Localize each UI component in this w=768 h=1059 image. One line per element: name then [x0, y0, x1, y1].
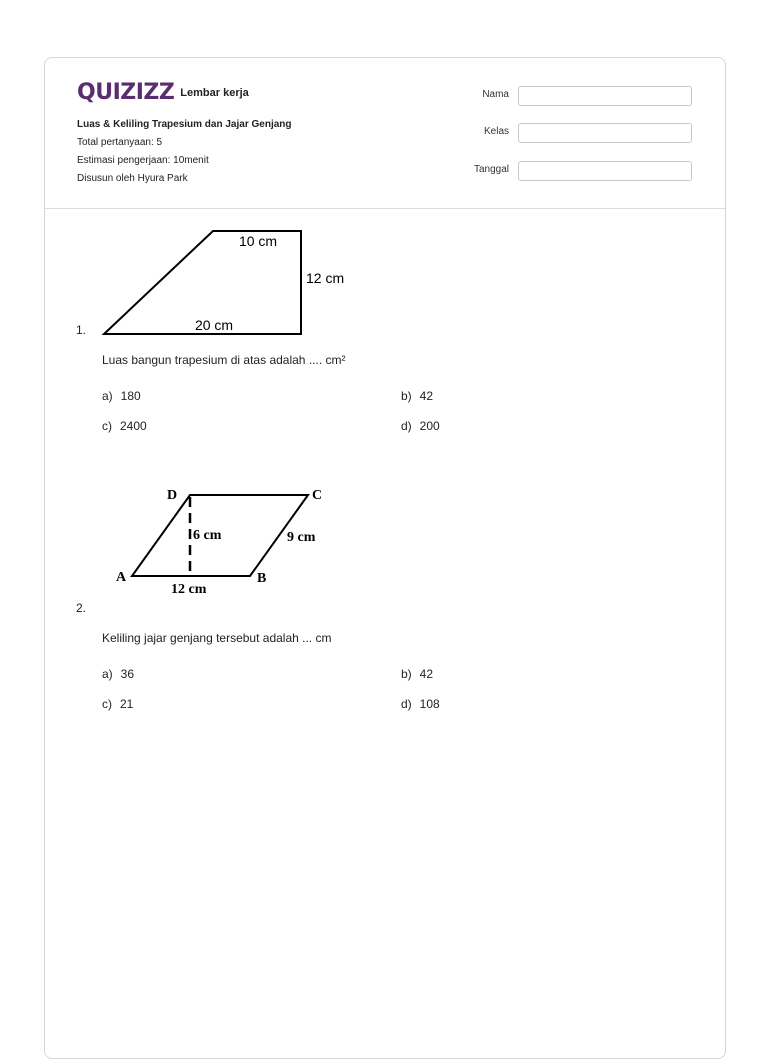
date-field[interactable] — [518, 161, 692, 181]
option-value: 36 — [120, 667, 135, 681]
option-value: 2400 — [120, 419, 147, 433]
trapezoid-figure — [100, 223, 360, 343]
label-side: 9 cm — [287, 530, 316, 545]
date-label: Tanggal — [473, 164, 509, 175]
vertex-d: D — [167, 488, 178, 503]
option-letter: d) — [401, 697, 412, 711]
worksheet — [44, 57, 726, 1059]
vertex-c: C — [312, 488, 323, 503]
quizizz-logo — [77, 80, 249, 105]
vertex-b: B — [257, 571, 267, 586]
name-field[interactable] — [518, 86, 692, 106]
label-height: 6 cm — [193, 528, 222, 543]
option-value: 42 — [419, 667, 434, 681]
vertex-a: A — [116, 570, 127, 585]
question-text: Luas bangun trapesium di atas adalah .... cm² — [102, 353, 346, 367]
author: Disusun oleh Hyura Park — [77, 173, 188, 184]
option-letter: a) — [102, 667, 113, 681]
option-letter: b) — [401, 389, 412, 403]
worksheet-meta — [77, 116, 292, 188]
option-letter: b) — [401, 667, 412, 681]
estimated-time: Estimasi pengerjaan: 10menit — [77, 155, 209, 166]
question-number: 1. — [76, 323, 87, 337]
worksheet-title: Luas & Keliling Trapesium dan Jajar Genjang — [77, 119, 292, 130]
label-height: 12 cm — [306, 270, 345, 286]
option-value: 42 — [419, 389, 434, 403]
name-label: Nama — [482, 89, 509, 100]
class-field[interactable] — [518, 123, 692, 143]
option-d[interactable] — [401, 419, 440, 433]
label-bottom: 20 cm — [194, 317, 234, 333]
option-value: 200 — [419, 419, 440, 433]
option-a[interactable] — [102, 667, 134, 681]
option-value: 180 — [120, 389, 141, 403]
worksheet-type: Lembar kerja — [180, 86, 249, 99]
option-value: 21 — [120, 697, 134, 711]
question-text: Keliling jajar genjang tersebut adalah ... cm — [102, 631, 332, 645]
option-c[interactable] — [102, 697, 133, 711]
option-b[interactable] — [401, 389, 433, 403]
option-letter: a) — [102, 389, 113, 403]
option-value: 108 — [419, 697, 440, 711]
brand-wordmark: QUIZIZZ — [77, 80, 175, 105]
option-d[interactable] — [401, 697, 440, 711]
option-b[interactable] — [401, 667, 433, 681]
option-a[interactable] — [102, 389, 141, 403]
class-label: Kelas — [483, 126, 509, 137]
option-letter: c) — [102, 419, 112, 433]
worksheet-header — [45, 58, 725, 209]
parallelogram-figure — [103, 472, 353, 612]
label-base: 12 cm — [171, 582, 207, 597]
total-questions: Total pertanyaan: 5 — [77, 137, 163, 148]
question-number: 2. — [76, 601, 87, 615]
option-c[interactable] — [102, 419, 147, 433]
option-letter: c) — [102, 697, 112, 711]
label-top: 10 cm — [238, 233, 278, 249]
option-letter: d) — [401, 419, 412, 433]
